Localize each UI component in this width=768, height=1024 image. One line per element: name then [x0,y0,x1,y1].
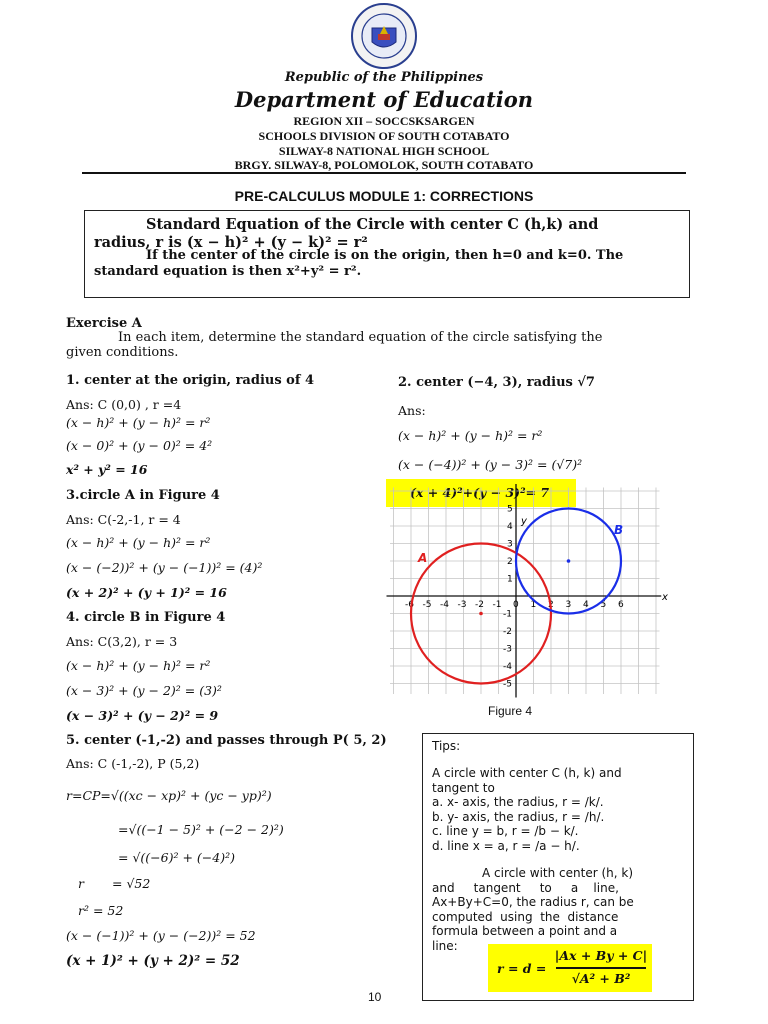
x-tick-label: -5 [422,600,432,610]
distance-formula-bar [556,967,646,969]
item5-title: 5. center (-1,-2) and passes through P( 5, 2) [66,733,387,748]
tips-p1-line: a. x- axis, the radius, r = /k/. [432,795,604,809]
header-divider [82,172,686,174]
item1-title: 1. center at the origin, radius of 4 [66,373,315,388]
item2-line1: (x − h)² + (y − h)² = r² [398,428,543,443]
deped-seal [342,2,426,70]
x-tick-label: 0 [513,600,519,610]
x-tick-label: 3 [565,600,572,610]
figure-4-graph [378,504,672,698]
item5-line4: = √52 [112,876,151,891]
y-tick-label: 2 [507,557,513,567]
item5-line5: r² = 52 [78,903,124,918]
x-tick-label: -4 [440,600,449,610]
distance-formula-left: r = d = [497,961,547,976]
y-tick-label: 5 [507,504,513,515]
standard-line-4: standard equation is then x²+y² = r². [94,264,362,279]
division-line: SCHOOLS DIVISION OF SOUTH COTABATO [258,129,510,143]
exercise-title: Exercise A [66,316,142,331]
tips-p2-line: A circle with center (h, k) [482,866,633,880]
item3-ans: Ans: C(-2,-1, r = 4 [66,512,181,527]
item5-ans: Ans: C (-1,-2), P (5,2) [66,756,200,771]
y-tick-label: 1 [507,574,513,585]
item2-line2: (x − (−4))² + (y − 3)² = (√7)² [398,457,583,472]
x-axis-label: x [662,592,668,603]
module-title: PRE-CALCULUS MODULE 1: CORRECTIONS [234,188,534,204]
tips-p1-line: c. line y = b, r = /b − k/. [432,824,579,838]
item5-line4-label: r [78,876,84,891]
y-tick-label: -2 [503,627,512,637]
x-tick-label: 1 [530,600,537,610]
y-tick-label: -4 [503,662,512,672]
tips-p1-line: d. line x = a, r = /a − h/. [432,838,580,853]
tips-p1-line: tangent to [432,780,495,795]
school-line: SILWAY-8 NATIONAL HIGH SCHOOL [278,144,490,158]
y-tick-label: -5 [503,679,512,690]
y-tick-label: 3 [507,539,513,550]
tips-p1-line: b. y- axis, the radius, r = /h/. [432,809,605,824]
exercise-instruction-1: In each item, determine the standard equation of the circle satisfying the [118,330,603,345]
y-axis-label: y [521,516,527,527]
x-tick-label: -1 [492,600,502,610]
item4-line1: (x − h)² + (y − h)² = r² [66,658,211,673]
distance-formula-denominator: √A² + B² [571,971,631,986]
figure-tick-labels [405,505,624,690]
item4-title: 4. circle B in Figure 4 [66,610,226,625]
tips-p1-line: A circle with center C (h, k) and [432,766,622,780]
item1-line1: (x − h)² + (y − h)² = r² [66,415,211,430]
tips-p2-line: computed using the distance [432,909,619,924]
tips-p2-line: formula between a point and a [432,924,618,938]
figure-4 [378,504,672,698]
item1-ans: Ans: C (0,0) , r =4 [66,397,182,412]
x-tick-label: -3 [457,600,467,610]
region-line: REGION XII – SOCCSKSARGEN [293,114,475,128]
item2-answer: (x + 4)²+(y − 3)²= 7 [410,485,550,500]
department-title: Department of Education [234,87,534,112]
circle-a-center [479,612,483,616]
item5-line6: (x − (−1))² + (y − (−2))² = 52 [66,928,256,943]
item4-line2: (x − 3)² + (y − 2)² = (3)² [66,683,222,698]
figure-caption: Figure 4 [488,704,533,718]
item5-line3: = √((−6)² + (−4)²) [118,850,235,865]
item4-ans: Ans: C(3,2), r = 3 [66,634,178,649]
item2-ans: Ans: [398,403,426,418]
tips-p2-line: and tangent to a line, [432,880,619,895]
exercise-instruction-2: given conditions. [66,345,179,360]
item3-line2: (x − (−2))² + (y − (−1))² = (4)² [66,560,263,575]
circle-b-label: B [614,523,624,537]
x-tick-label: 2 [548,600,554,610]
y-tick-label: -3 [503,644,512,655]
item1-line2: (x − 0)² + (y − 0)² = 4² [66,438,213,453]
y-tick-label: 4 [507,522,513,532]
republic-line: Republic of the Philippines [284,70,484,85]
tips-paragraph-2 [432,866,634,953]
item3-line1: (x − h)² + (y − h)² = r² [66,535,211,550]
item5-line1: r=CP=√((xc − xp)² + (yc − yp)²) [66,788,272,803]
item3-title: 3.circle A in Figure 4 [66,488,220,503]
item3-line3: (x + 2)² + (y + 1)² = 16 [66,585,227,600]
tips-p2-line: Ax+By+C=0, the radius r, can be [432,895,634,909]
x-tick-label: -6 [405,600,414,610]
standard-line-3: If the center of the circle is on the origin, then h=0 and k=0. The [146,248,624,263]
item5-line2: =√((−1 − 5)² + (−2 − 2)²) [118,822,284,837]
distance-formula-numerator: |Ax + By + C| [554,948,648,963]
tips-title: Tips: [432,739,461,753]
address-line: BRGY. SILWAY-8, POLOMOLOK, SOUTH COTABATO [234,158,534,172]
standard-line-2: radius, r is (x − h)² + (y − k)² = r² [94,234,368,251]
item1-line3: x² + y² = 16 [66,462,148,477]
tips-paragraph-1 [432,766,622,853]
page-number: 10 [368,990,382,1004]
standard-line-1: Standard Equation of the Circle with center C (h,k) and [146,216,599,233]
y-tick-label: -1 [503,609,512,620]
item5-line7: (x + 1)² + (y + 2)² = 52 [66,953,240,969]
tips-p2-line: line: [432,938,458,953]
circle-b-center [567,559,571,563]
item4-line3: (x − 3)² + (y − 2)² = 9 [66,708,219,723]
x-tick-label: -2 [475,600,484,610]
item2-title: 2. center (−4, 3), radius √7 [398,375,595,390]
x-tick-label: 5 [600,600,607,610]
circle-a-label: A [418,551,428,565]
x-tick-label: 6 [618,600,624,610]
x-tick-label: 4 [583,600,589,610]
